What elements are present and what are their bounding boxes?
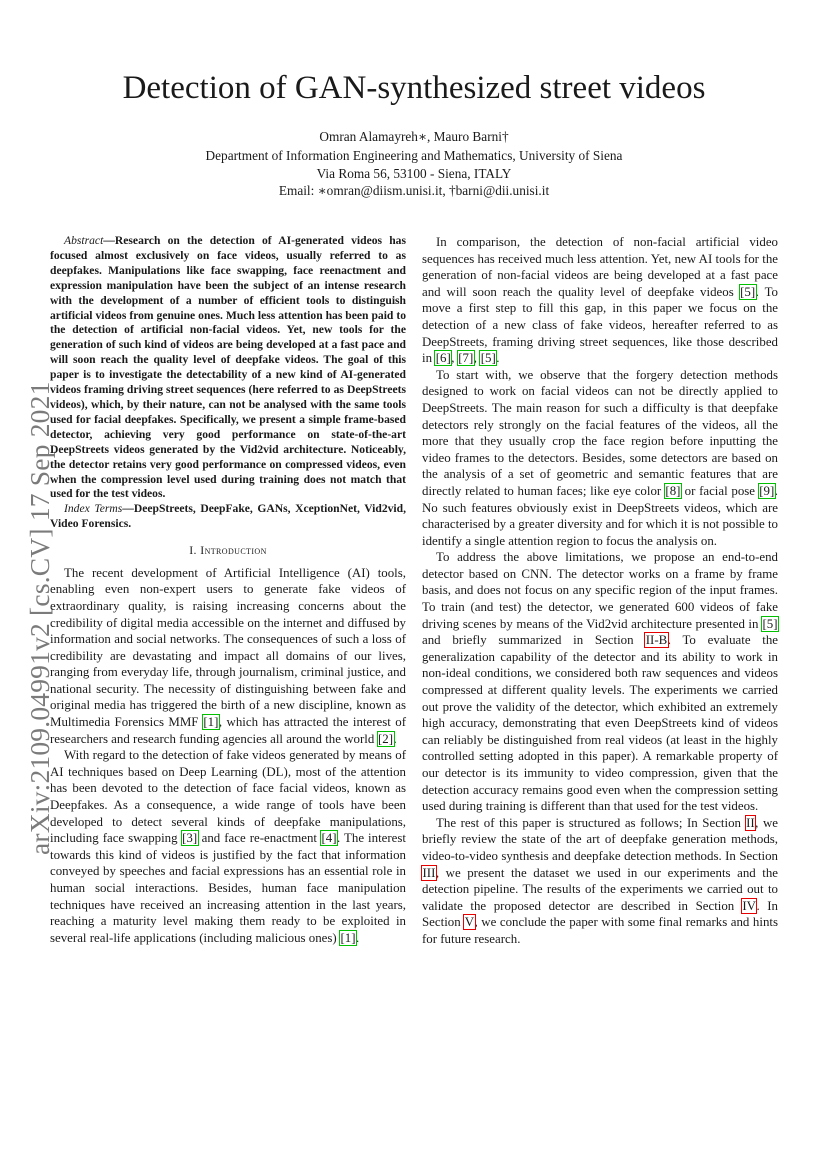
citation-link[interactable]: [1] bbox=[203, 715, 219, 730]
citation-link[interactable]: [8] bbox=[665, 483, 681, 498]
text-run: , we present the dataset we used in our experiments and the detection pipeline. The results of the experiments we carried out to validate the proposed detector are described in Section bbox=[422, 865, 778, 913]
text-run: To start with, we observe that the forgery detection methods designed to work on facial videos can not be directly applied to DeepStreets. The main reason for such a difficulty is that deepfake detectors rely strongly on the facial features of the videos, all the more that they usually crop the face region before inputting the video frames to the detectors. Besides, some detectors are based on the analysis of a set of geometric and semantic features that are directly related to human faces; like eye color bbox=[422, 367, 778, 498]
abstract-lead: Abstract bbox=[64, 234, 104, 247]
text-run: With regard to the detection of fake videos generated by means of AI techniques based on Deep Learning (DL), most of the attention has been devoted to the detection of face facial videos, known as Deepfakes. As a consequence, a wide range of tools have been developed to detect several kinds of deepfake manipulations, including face swapping bbox=[50, 748, 406, 846]
text-run: . bbox=[393, 731, 397, 746]
affiliation-department: Department of Information Engineering and Mathematics, University of Siena bbox=[205, 148, 623, 163]
intro-paragraph-4 bbox=[422, 367, 778, 550]
citation-link[interactable]: [2] bbox=[378, 731, 394, 746]
text-run: , bbox=[451, 351, 458, 366]
citation-link[interactable]: [5] bbox=[740, 284, 756, 299]
section-link[interactable]: II bbox=[746, 815, 755, 830]
intro-paragraph-5 bbox=[422, 549, 778, 815]
citation-link[interactable]: [7] bbox=[458, 351, 474, 366]
text-run: . To move a first step to fill this gap, in this paper we focus on the detection of a new class of fake videos, hereafter referred to as DeepStreets, framing driving street sequences, like those described in bbox=[422, 284, 779, 366]
text-run: , we briefly review the state of the art of deepfake generation methods, video-to-video synthesis and deepfake detection methods. In Section bbox=[422, 815, 778, 863]
intro-paragraph-1 bbox=[50, 565, 406, 748]
text-run: The recent development of Artificial Intelligence (AI) tools, enabling even non-expert users to generate fake videos of extraordinary quality, is raising increasing concerns about the credibility of digital media accessible on the internet and diffused by information and social networks. The consequences of such a loss of credibility are devastating and impact all domains of our lives, ranging from everyday life, through journalism, criminal justice, and national security. The necessity of distinguishing between fake and original media has triggered the birth of a new discipline, known as Multimedia Forensics MMF bbox=[50, 565, 406, 730]
citation-link[interactable]: [5] bbox=[762, 616, 778, 631]
section-heading-introduction bbox=[50, 542, 406, 559]
intro-paragraph-2 bbox=[50, 747, 406, 946]
right-column bbox=[422, 234, 778, 948]
abstract-text: —Research on the detection of AI-generated videos has focused almost exclusively on face videos, usually referred to as deepfakes. Manipulations like face swapping, face reenactment and expression manipulation have been the subject of an intense research with the development of a number of efficient tools to distinguish artificial videos from genuine ones. Much less attention has been paid to the detection of artificial non-facial videos. Yet, new tools for the generation of such kind of videos are being developed at a fast pace and will soon reach the quality level of deepfake videos. The goal of this paper is to investigate the detectability of a new kind of AI-generated videos framing driving street sequences (here referred to as DeepStreets videos), which, by their nature, can not be analysed with the same tools used for facial deepfakes. Specifically, we present a simple frame-based detector, achieving very good performance on state-of-the-art DeepStreets videos generated by the Vid2vid architecture. Noticeably, the detector retains very good performance on compressed videos, even when the compression level used during training does not match that used for the test videos. bbox=[50, 234, 406, 501]
author-list: Omran Alamayreh∗, Mauro Barni† bbox=[319, 129, 509, 144]
text-run: . No such features obviously exist in DeepStreets videos, which are characterised by a greater diversity and for which it is not possible to identify a single attention region to focus the analysis on. bbox=[422, 483, 778, 548]
text-run: . bbox=[496, 351, 500, 366]
section-link[interactable]: V bbox=[464, 915, 475, 930]
intro-paragraph-3 bbox=[422, 234, 778, 367]
index-terms-lead: Index Terms bbox=[64, 502, 123, 516]
section-name: Introduction bbox=[200, 543, 267, 558]
section-numeral: I. bbox=[189, 543, 197, 558]
section-link[interactable]: II-B bbox=[645, 633, 668, 648]
section-link[interactable]: IV bbox=[742, 898, 756, 913]
citation-link[interactable]: [4] bbox=[321, 831, 337, 846]
text-run: . In Section bbox=[422, 898, 779, 930]
text-run: , bbox=[473, 351, 481, 366]
affiliation-address: Via Roma 56, 53100 - Siena, ITALY bbox=[316, 165, 512, 181]
abstract bbox=[50, 234, 406, 502]
section-link[interactable]: III bbox=[422, 865, 436, 880]
affiliation-email: Email: ∗omran@diism.unisi.it, †barni@dii.unisi.it bbox=[278, 183, 550, 199]
left-column bbox=[50, 234, 406, 946]
text-run: To address the above limitations, we propose an end-to-end detector based on CNN. The detector works on a frame by frame basis, and does not focus on any specific region of the input frames. To train (and test) the detector, we generated 600 videos of fake driving scenes by means of the Vid2vid architecture presented in bbox=[422, 550, 778, 631]
text-run: and briefly summarized in Section bbox=[422, 633, 646, 648]
text-run: , which has attracted the interest of researchers and research funding agencies all around the world bbox=[50, 715, 406, 746]
text-run: The rest of this paper is structured as follows; In Section bbox=[436, 815, 746, 830]
citation-link[interactable]: [1] bbox=[340, 930, 356, 945]
text-run: . bbox=[355, 930, 360, 945]
citation-link[interactable]: [3] bbox=[182, 831, 198, 846]
text-run: and face re-enactment bbox=[197, 831, 321, 846]
text-run: In comparison, the detection of non-facial artificial video sequences has received much less attention. Yet, new AI tools for the generation of non-facial videos are being developed at a fast pace and will soon reach the quality level of deepfake videos bbox=[422, 235, 778, 299]
affiliation-block bbox=[80, 147, 748, 200]
citation-link[interactable]: [6] bbox=[435, 351, 451, 366]
text-run: . The interest towards this kind of videos is justified by the fact that information conveyed by speeches and facial expressions has an essential role in human social interactions. Besides, human face manipulation techniques have received an increasing attention in the last years, reaching a maturity level making them ready to be exploited in several real-life applications (including malicious ones) bbox=[50, 831, 406, 945]
index-terms bbox=[50, 502, 406, 532]
text-run: , we conclude the paper with some final remarks and hints for future research. bbox=[422, 915, 778, 946]
intro-paragraph-6 bbox=[422, 815, 778, 948]
arxiv-identifier-stamp: arXiv:2109.04991v2 [cs.CV] 17 Sep 2021 bbox=[24, 381, 55, 855]
citation-link[interactable]: [5] bbox=[480, 351, 496, 366]
index-terms-text: —DeepStreets, DeepFake, GANs, XceptionNet, Vid2vid, Video Forensics. bbox=[50, 502, 406, 531]
citation-link[interactable]: [9] bbox=[759, 483, 775, 498]
text-run: or facial pose bbox=[680, 483, 759, 498]
text-run: . To evaluate the generalization capability of the detector and its ability to work in non-ideal conditions, we considered both raw sequences and videos compressed at different quality levels. The experiments we carried out prove the validity of the detector, which exhibited an extremely high accuracy, demonstrating that even DeepStreets kind of videos can reliably be distinguished from real videos (at least in the highly controlled setting adopted in this paper). A remarkable property of our detector is its immunity to video compression, given that the detection accuracy remains good even when the compression setting used during training is different than that used for the test videos. bbox=[422, 633, 779, 814]
paper-title: Detection of GAN-synthesized street videos bbox=[122, 70, 706, 106]
